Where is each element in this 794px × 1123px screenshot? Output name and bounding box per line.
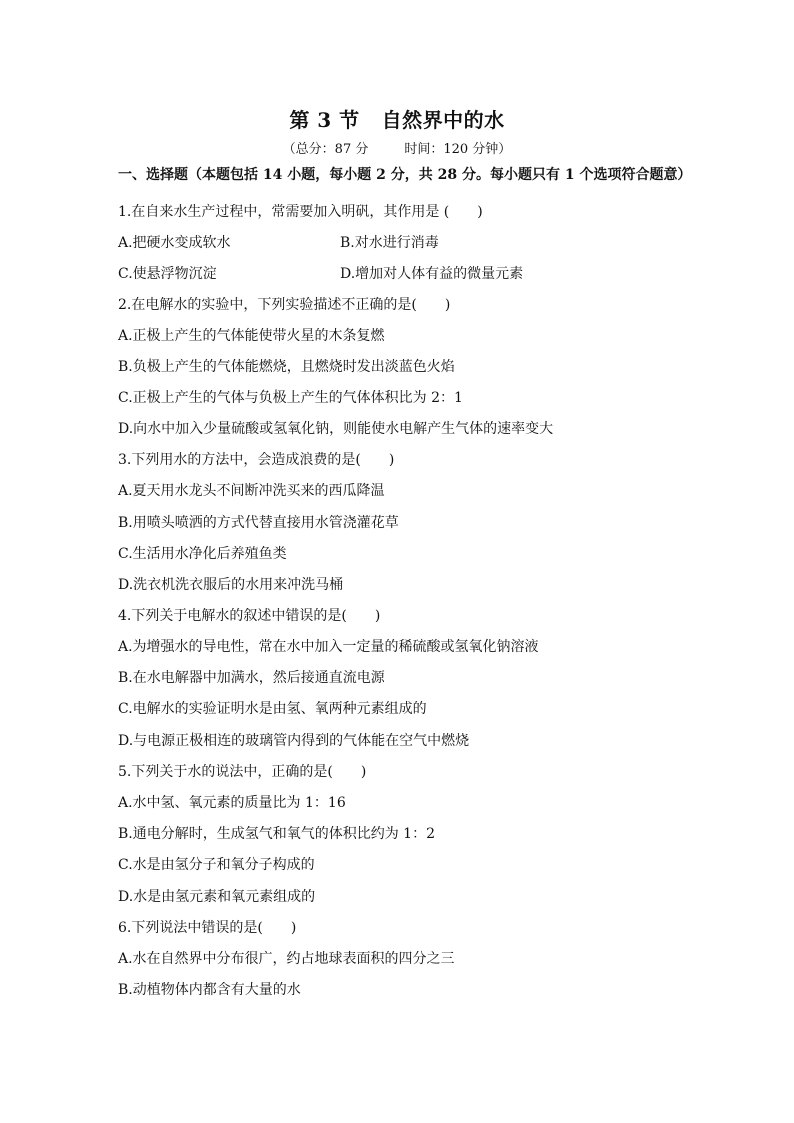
option: A.为增强水的导电性，常在水中加入一定量的稀硫酸或氢氧化钠溶液: [118, 639, 539, 655]
option: B.动植物体内都含有大量的水: [118, 982, 301, 998]
option: D.洗衣机洗衣服后的水用来冲洗马桶: [118, 577, 344, 593]
option: C.生活用水净化后养殖鱼类: [118, 546, 287, 562]
title-section: 第 3 节: [289, 108, 360, 132]
option: B.对水进行消毒: [340, 235, 439, 251]
title-topic: 自然界中的水: [381, 108, 505, 132]
question-stem: 3.下列用水的方法中，会造成浪费的是( ): [118, 452, 395, 468]
option: D.向水中加入少量硫酸或氢氧化钠，则能使水电解产生气体的速率变大: [118, 421, 554, 437]
question-stem: 1.在自来水生产过程中，常需要加入明矾，其作用是 ( ): [118, 204, 483, 220]
option: A.水中氢、氧元素的质量比为 1：16: [118, 795, 346, 811]
option: C.电解水的实验证明水是由氢、氧两种元素组成的: [118, 701, 427, 717]
total-score: （总分：87 分: [282, 142, 369, 157]
question-stem: 6.下列说法中错误的是( ): [118, 920, 297, 936]
option: B.用喷头喷洒的方式代替直接用水管浇灌花草: [118, 515, 399, 531]
option: C.使悬浮物沉淀: [118, 266, 217, 282]
option: D.与电源正极相连的玻璃管内得到的气体能在空气中燃烧: [118, 733, 470, 749]
option: B.负极上产生的气体能燃烧，且燃烧时发出淡蓝色火焰: [118, 359, 455, 375]
option: C.正极上产生的气体与负极上产生的气体体积比为 2：1: [118, 390, 463, 406]
option: A.把硬水变成软水: [118, 235, 231, 251]
option: A.正极上产生的气体能使带火星的木条复燃: [118, 328, 385, 344]
option: C.水是由氢分子和氧分子构成的: [118, 857, 315, 873]
option: A.夏天用水龙头不间断冲洗买来的西瓜降温: [118, 483, 385, 499]
page-title: [0, 104, 794, 133]
option: D.增加对人体有益的微量元素: [340, 266, 524, 282]
question-stem: 5.下列关于水的说法中，正确的是( ): [118, 764, 367, 780]
option: A.水在自然界中分布很广，约占地球表面积的四分之三: [118, 951, 455, 967]
option: B.通电分解时，生成氢气和氧气的体积比约为 1：2: [118, 826, 436, 842]
question-stem: 4.下列关于电解水的叙述中错误的是( ): [118, 608, 381, 624]
time-limit: 时间：120 分钟）: [404, 142, 512, 157]
section-heading: 一、选择题（本题包括 14 小题，每小题 2 分，共 28 分。每小题只有 1 个选项符合题意）: [118, 167, 692, 183]
question-stem: 2.在电解水的实验中，下列实验描述不正确的是( ): [118, 297, 451, 313]
option: D.水是由氢元素和氧元素组成的: [118, 889, 316, 905]
option: B.在水电解器中加满水，然后接通直流电源: [118, 670, 385, 686]
exam-meta: [0, 138, 794, 157]
